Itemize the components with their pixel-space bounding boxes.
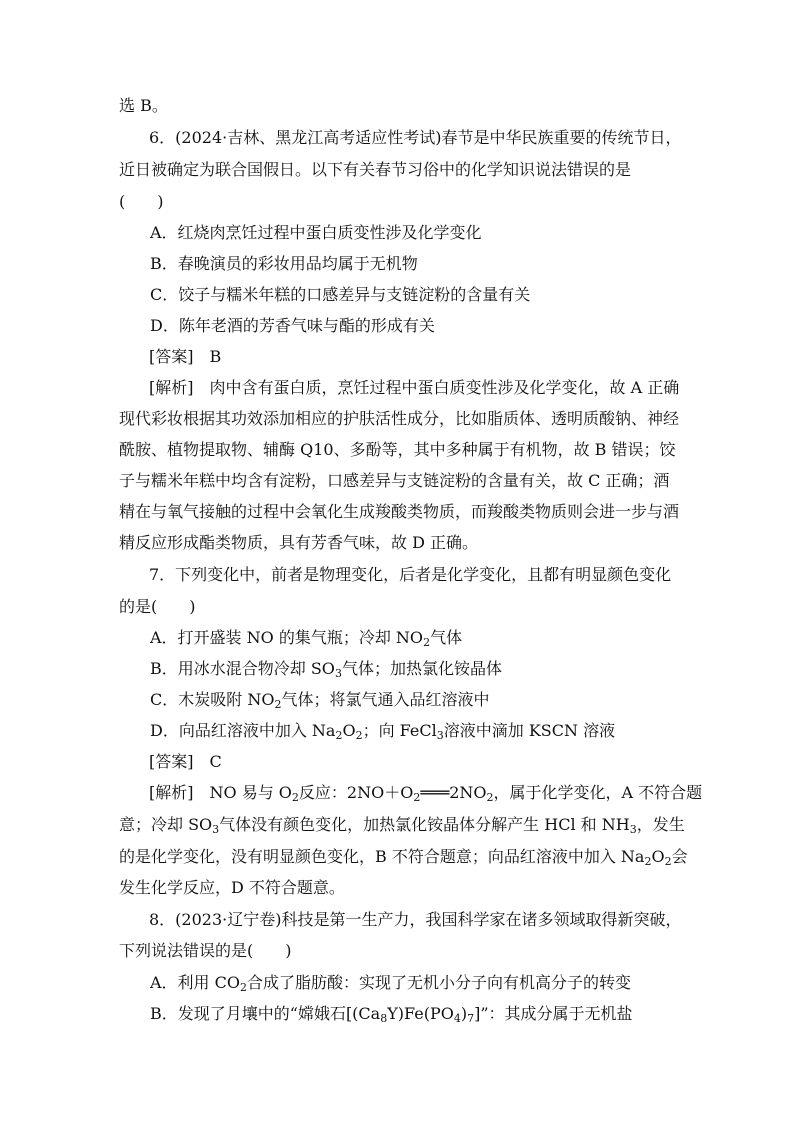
option-a: A．打开盛装 NO 的集气瓶；冷却 $NO_2$气体 — [150, 628, 463, 649]
answer-blank: ( ) — [119, 192, 164, 211]
option-b: B．发现了月壤中的“嫦娥石$[(Ca_8Y)Fe(PO_4)_7]$”：其成分属于无机盐 — [150, 1004, 633, 1025]
text-line: 近日被确定为联合国假日。以下有关春节习俗中的化学知识说法错误的是 — [119, 160, 632, 179]
text-line: 精在与氧气接触的过程中会氧化生成羧酸类物质，而羧酸类物质则会进一步与酒 — [119, 502, 680, 521]
option-c: C．木炭吸附 $NO_2$气体；将氯气通入品红溶液中 — [150, 690, 490, 711]
text-line: 意；冷却 $SO_3$气体没有颜色变化，加热氯化铵晶体分解产生 HCl 和 $NH_3$，发生 — [119, 815, 685, 836]
text-line: 的是( ) — [119, 597, 196, 616]
answer-label: [答案] C — [149, 752, 222, 771]
question-8-stem: 8．(2023·辽宁卷)科技是第一生产力，我国科学家在诸多领域取得新突破， — [149, 910, 682, 929]
text-line: 子与糯米年糕中均含有淀粉，口感差异与支链淀粉的含量有关，故 C 正确；酒 — [119, 471, 670, 490]
analysis-paragraph: [解析] 肉中含有蛋白质，烹饪过程中蛋白质变性涉及化学变化，故 A 正确 — [149, 378, 680, 397]
text-line: 酰胺、植物提取物、辅酶 Q10、多酚等，其中多种属于有机物，故 B 错误；饺 — [119, 440, 676, 459]
question-6-stem: 6．(2024·吉林、黑龙江高考适应性考试)春节是中华民族重要的传统节日， — [149, 128, 682, 147]
text-line: 现代彩妆根据其功效添加相应的护肤活性成分，比如脂质体、透明质酸钠、神经 — [119, 409, 680, 428]
text-line: 发生化学反应，D 不符合题意。 — [119, 878, 345, 897]
option-d: D．陈年老酒的芳香气味与酯的形成有关 — [150, 316, 435, 335]
option-b: B．用冰水混合物冷却 $SO_3$气体；加热氯化铵晶体 — [150, 659, 502, 680]
option-c: C．饺子与糯米年糕的口感差异与支链淀粉的含量有关 — [150, 285, 531, 304]
text-line: 选 B。 — [119, 96, 168, 115]
option-b: B．春晚演员的彩妆用品均属于无机物 — [150, 254, 418, 273]
text-line: 的是化学变化，没有明显颜色变化，B 不符合题意；向品红溶液中加入 $Na_2O_2$会 — [119, 847, 688, 868]
option-a: A．红烧肉烹饪过程中蛋白质变性涉及化学变化 — [150, 223, 482, 242]
question-7-stem: 7．下列变化中，前者是物理变化，后者是化学变化，且都有明显颜色变化 — [149, 565, 672, 584]
option-d: D．向品红溶液中加入 $Na_2O_2$；向 FeCl$_3$溶液中滴加 KSCN 溶液 — [150, 721, 616, 742]
option-a: A．利用 $CO_2$合成了脂肪酸：实现了无机小分子向有机高分子的转变 — [150, 973, 632, 994]
text-line: 下列说法错误的是( ) — [119, 941, 292, 960]
text-line: 精反应形成酯类物质，具有芳香气味，故 D 正确。 — [119, 533, 479, 552]
answer-label: [答案] B — [149, 347, 222, 366]
analysis-paragraph: [解析] NO 易与 $O_2$反应：$2NO+O_2═══2NO_2$，属于化学变化，A 不符合题 — [149, 783, 703, 804]
